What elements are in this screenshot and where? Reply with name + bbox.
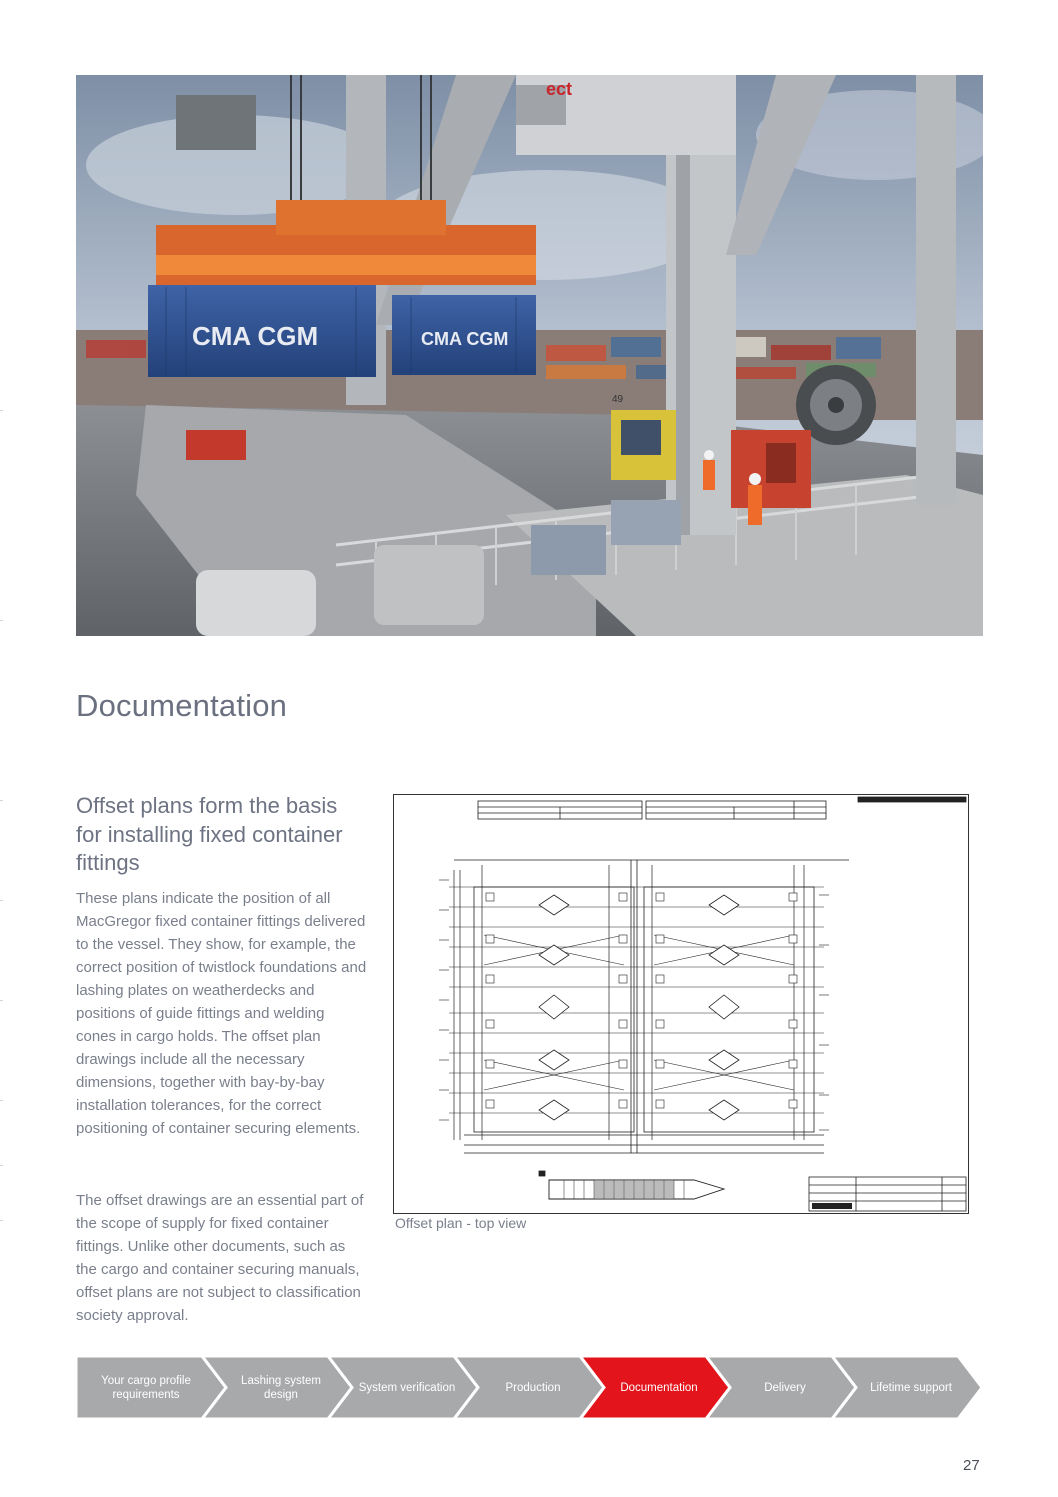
crane-sign-text: ect (546, 79, 573, 99)
page-number: 27 (963, 1457, 980, 1474)
section-title: Documentation (76, 688, 288, 723)
crane-number-text: 49 (612, 394, 624, 405)
process-step-label: Delivery (764, 1381, 806, 1394)
process-step-label: Your cargo profile requirements (101, 1374, 191, 1401)
container-brand-text-2: CMA CGM (421, 329, 509, 349)
process-step-label: System verification (358, 1381, 456, 1394)
hero-photo (76, 75, 983, 636)
body-paragraph-2: The offset drawings are an essential part of the scope of supply for fixed container fittings. Unlike other documents, such as the cargo and container securing manuals, offset plans are not subject to classification society approval. (76, 1192, 364, 1324)
process-step-label: Documentation (620, 1381, 698, 1394)
body-paragraph-1: These plans indicate the position of all MacGregor fixed container fittings delivered to the vessel. They show, for example, the correct position of twistlock foundations and lashing plates on weatherdecks and positions of guide fittings and welding cones in cargo holds. The offset plan drawings include all the necessary dimensions, together with bay-by-bay installation tolerances, for the correct positioning of container securing elements. (76, 890, 367, 1137)
page-edge-marks (0, 0, 4, 1497)
process-step-label: Production (505, 1381, 561, 1394)
process-steps-bar (76, 1356, 982, 1419)
process-step-label: Lifetime support (870, 1381, 952, 1394)
figure-caption: Offset plan - top view (395, 1215, 527, 1231)
container-brand-text: CMA CGM (192, 321, 319, 351)
offset-plan-drawing (393, 794, 969, 1214)
process-step-label: Lashing system design (241, 1374, 321, 1401)
lead-heading: Offset plans form the basis for installing fixed container fittings (76, 793, 343, 875)
